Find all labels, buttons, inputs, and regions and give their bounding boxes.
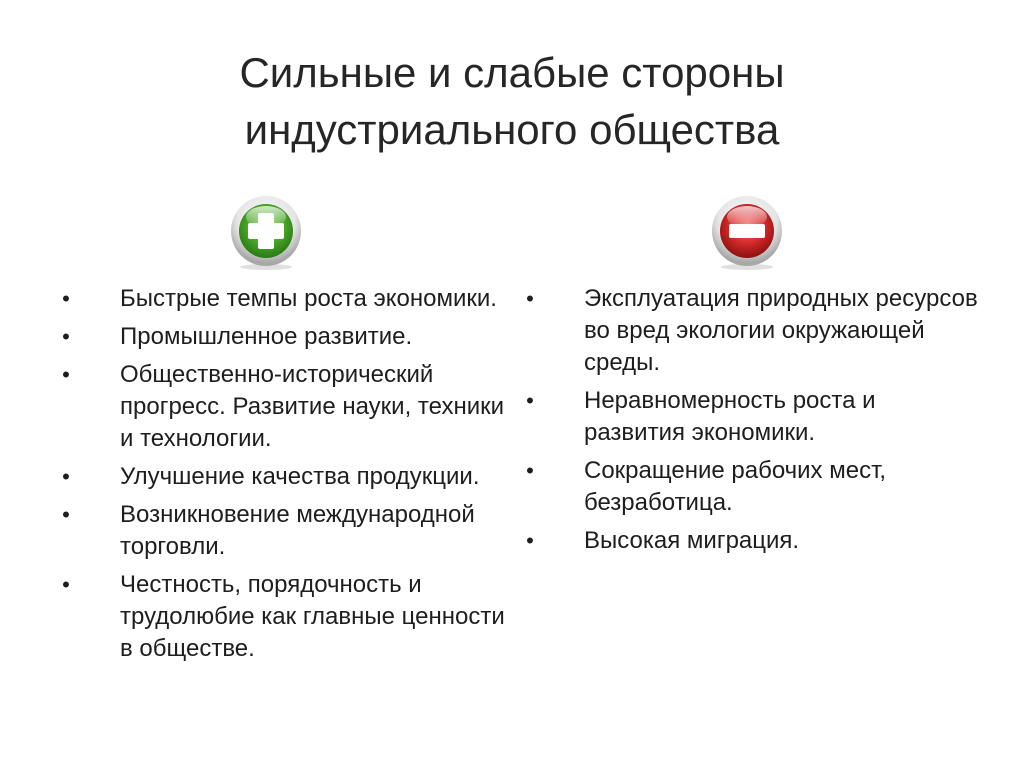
list-item-text: Быстрые темпы роста экономики.: [120, 285, 497, 312]
bullet: •: [526, 286, 534, 311]
bullet: •: [526, 388, 534, 413]
minus-circle-icon: [709, 195, 785, 271]
plus-circle-icon: [228, 195, 304, 271]
slide-title: [0, 44, 1024, 158]
bullet: •: [62, 286, 70, 311]
bullet: •: [62, 362, 70, 387]
list-item: [520, 283, 980, 379]
list-item: [56, 461, 506, 493]
list-item-text: Эксплуатация природных ресурсов во вред экологии окружающей среды.: [584, 285, 978, 376]
list-item-text: Промышленное развитие.: [120, 323, 413, 350]
weaknesses-list: [520, 283, 980, 563]
bullet: •: [62, 572, 70, 597]
list-item-text: Высокая миграция.: [584, 527, 800, 554]
list-item: [520, 455, 980, 519]
list-item: [56, 499, 506, 563]
bullet: •: [62, 502, 70, 527]
title-line-2: индустриального общества: [244, 106, 780, 153]
bullet: •: [62, 324, 70, 349]
list-item: [520, 385, 980, 449]
list-item: [56, 283, 506, 315]
list-item: [56, 321, 506, 353]
list-item: [520, 525, 980, 557]
bullet: •: [526, 528, 534, 553]
list-item-text: Улучшение качества продукции.: [120, 463, 480, 490]
list-item-text: Сокращение рабочих мест, безработица.: [584, 457, 887, 516]
title-line-1: Сильные и слабые стороны: [239, 49, 785, 96]
bullet: •: [62, 464, 70, 489]
list-item-text: Общественно-исторический прогресс. Развитие науки, техники и технологии.: [120, 361, 505, 452]
list-item-text: Честность, порядочность и трудолюбие как главные ценности в обществе.: [120, 571, 505, 662]
list-item: [56, 359, 506, 455]
list-item-text: Неравномерность роста и развития экономики.: [584, 387, 876, 446]
list-item-text: Возникновение международной торговли.: [120, 501, 475, 560]
bullet: •: [526, 458, 534, 483]
list-item: [56, 569, 506, 665]
strengths-list: [56, 283, 506, 671]
